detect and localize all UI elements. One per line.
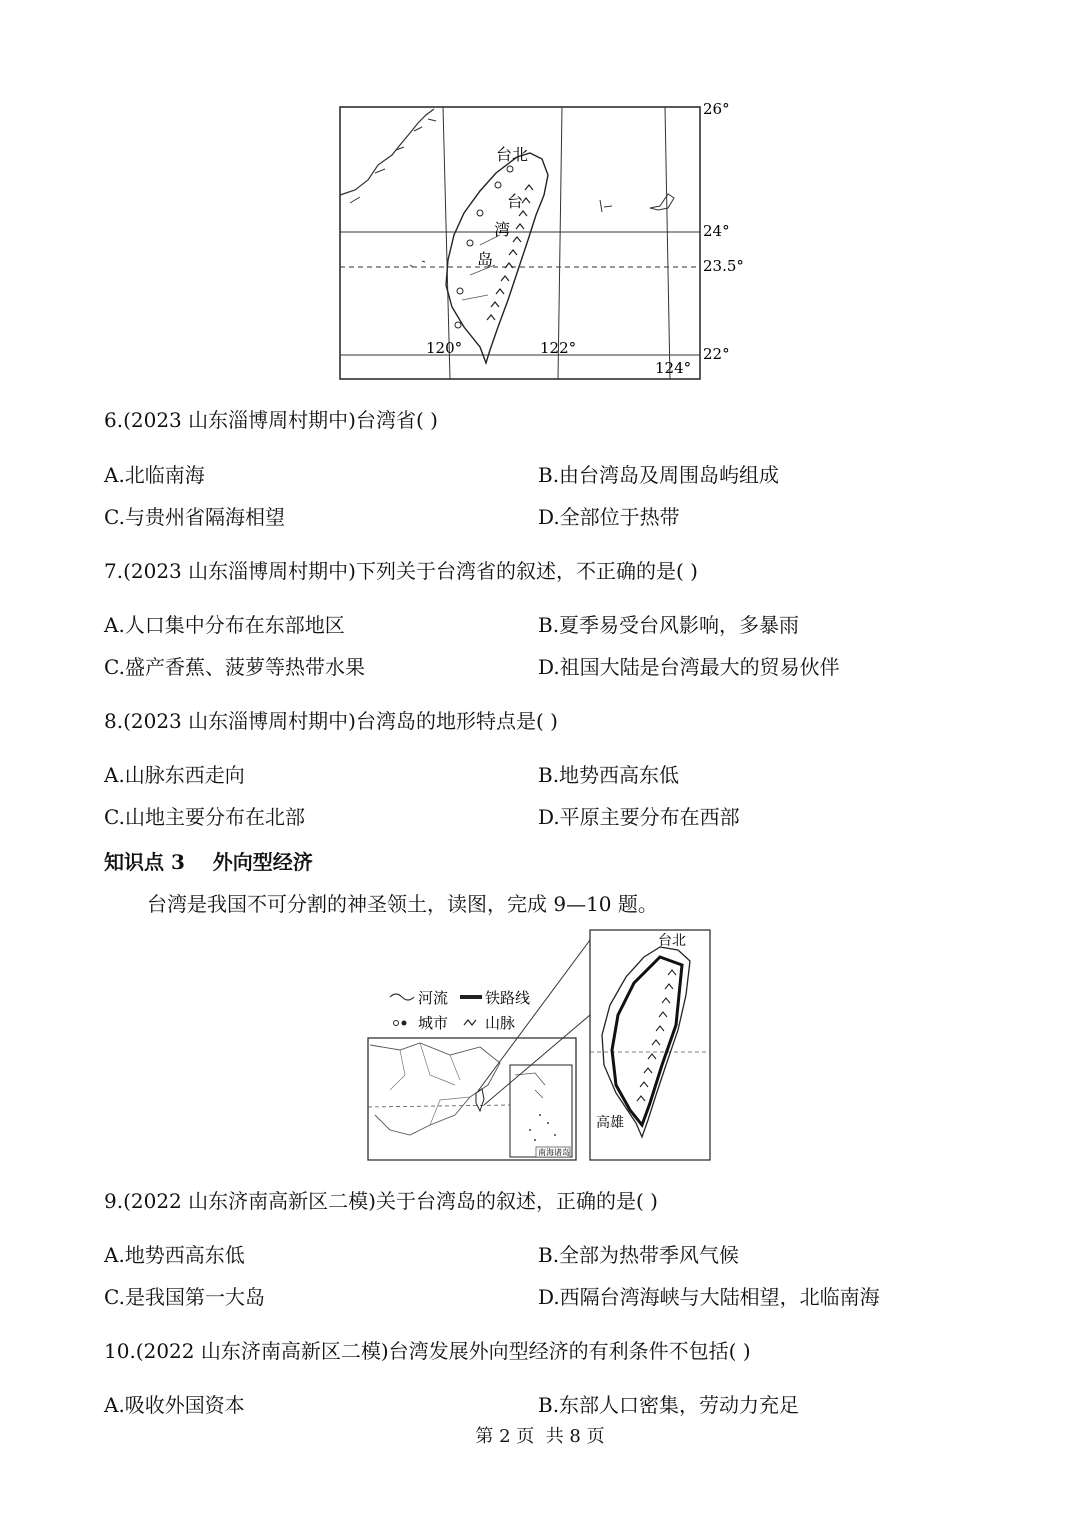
q7-option-a: A.人口集中分布在东部地区 bbox=[104, 613, 345, 637]
q7-option-b: B.夏季易受台风影响，多暴雨 bbox=[538, 613, 800, 637]
label-dao: 岛 bbox=[477, 250, 494, 269]
q6-option-b: B.由台湾岛及周围岛屿组成 bbox=[538, 463, 780, 487]
page-footer: 第 2 页 共 8 页 bbox=[475, 1426, 605, 1447]
q9-option-c: C.是我国第一大岛 bbox=[104, 1285, 265, 1309]
lon-label-122: 122° bbox=[540, 339, 577, 357]
q9-option-b: B.全部为热带季风气候 bbox=[538, 1243, 740, 1267]
q8-option-a: A.山脉东西走向 bbox=[104, 763, 245, 787]
label-wan: 湾 bbox=[494, 220, 511, 239]
section-heading: 知识点 3 外向型经济 bbox=[104, 850, 313, 874]
q8-option-c: C.山地主要分布在北部 bbox=[104, 805, 305, 829]
lat-label-26: 26° bbox=[703, 100, 730, 118]
taiwan-map-2 bbox=[360, 925, 720, 1165]
q7-option-d: D.祖国大陆是台湾最大的贸易伙伴 bbox=[538, 655, 840, 679]
q6-option-c: C.与贵州省隔海相望 bbox=[104, 505, 285, 529]
section-intro: 台湾是我国不可分割的神圣领土，读图，完成 9—10 题。 bbox=[147, 892, 658, 916]
lat-label-23-5: 23.5° bbox=[703, 257, 744, 275]
q6-option-d: D.全部位于热带 bbox=[538, 505, 680, 529]
lat-label-24: 24° bbox=[703, 222, 730, 240]
q7-option-c: C.盛产香蕉、菠萝等热带水果 bbox=[104, 655, 365, 679]
q9-option-a: A.地势西高东低 bbox=[104, 1243, 245, 1267]
legend-railway: 铁路线 bbox=[485, 989, 531, 1007]
legend-mountain: 山脉 bbox=[485, 1014, 516, 1032]
question-7-stem: 7.(2023 山东淄博周村期中)下列关于台湾省的叙述，不正确的是( ) bbox=[104, 559, 698, 583]
q10-option-b: B.东部人口密集，劳动力充足 bbox=[538, 1393, 800, 1417]
q10-option-a: A.吸收外国资本 bbox=[104, 1393, 245, 1417]
q9-option-d: D.西隔台湾海峡与大陆相望，北临南海 bbox=[538, 1285, 880, 1309]
lon-label-120: 120° bbox=[426, 339, 463, 357]
q8-option-d: D.平原主要分布在西部 bbox=[538, 805, 740, 829]
question-6-stem: 6.(2023 山东淄博周村期中)台湾省( ) bbox=[104, 408, 438, 432]
legend-river: 河流 bbox=[418, 989, 449, 1007]
lat-label-22: 22° bbox=[703, 345, 730, 363]
lon-label-124: 124° bbox=[655, 359, 692, 377]
q8-option-b: B.地势西高东低 bbox=[538, 763, 680, 787]
q6-option-a: A.北临南海 bbox=[104, 463, 205, 487]
legend-city: 城市 bbox=[418, 1014, 449, 1032]
question-10-stem: 10.(2022 山东济南高新区二模)台湾发展外向型经济的有利条件不包括( ) bbox=[104, 1339, 751, 1363]
label-taipei-2: 台北 bbox=[658, 933, 686, 949]
label-taipei: 台北 bbox=[496, 145, 529, 164]
label-south-china-sea-islands: 南海诸岛 bbox=[538, 1148, 570, 1157]
label-kaohsiung: 高雄 bbox=[596, 1115, 624, 1131]
taiwan-map-1 bbox=[330, 95, 750, 390]
label-tai: 台 bbox=[507, 192, 524, 211]
question-9-stem: 9.(2022 山东济南高新区二模)关于台湾岛的叙述，正确的是( ) bbox=[104, 1189, 658, 1213]
question-8-stem: 8.(2023 山东淄博周村期中)台湾岛的地形特点是( ) bbox=[104, 709, 558, 733]
